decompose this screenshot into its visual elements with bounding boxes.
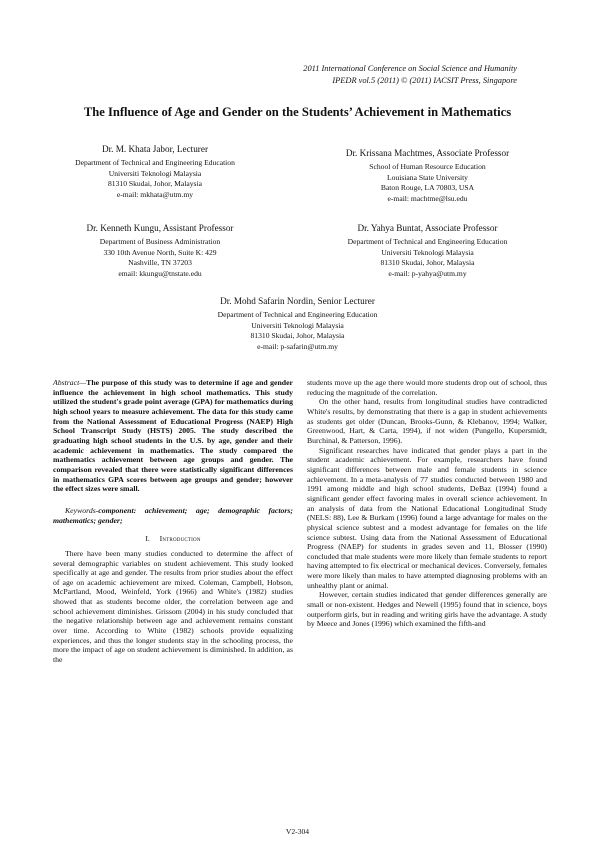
- body-paragraph: students move up the age there would more students drop out of school, thus reducing the magnitude of the correlation.: [307, 378, 547, 397]
- right-column: [307, 378, 547, 629]
- author-affiliation: Department of Technical and Engineering Education: [217, 310, 378, 319]
- author-address: Baton Rouge, LA 70803, USA: [380, 183, 475, 193]
- author-name: Dr. Krissana Machtmes, Associate Professor: [345, 148, 510, 158]
- body-paragraph: On the other hand, results from longitudinal studies have contradicted White's results, by demonstrating that there is a gap in student achievements as students get older (Duncan, Brooks-Gunn, & Klebanov, 1994; Walker, Greenwood, Hart, & Carta, 1994), if not widen (Pungello, Kupersmidt, Burchinal, & Patterson, 1996).: [307, 397, 547, 445]
- section-number: I.: [145, 534, 150, 544]
- proceedings-line: IPEDR vol.5 (2011) © (2011) IACSIT Press, Singapore: [332, 76, 517, 85]
- author-affiliation: Department of Technical and Engineering Education: [75, 158, 235, 167]
- author-email: e-mail: mkhata@utm.my: [116, 189, 194, 199]
- abstract-label: Abstract—: [53, 378, 87, 387]
- author-name: Dr. Mohd Safarin Nordin, Senior Lecturer: [220, 296, 375, 306]
- author-name: Dr. Yahya Buntat, Associate Professor: [357, 223, 498, 233]
- body-paragraph: There have been many studies conducted to determine the affect of several demographic variables on student achievement. This study looked specifically at age and gender. The results from prior studies about the effect of age on academic achievement are mixed. Coleman, Campbell, Hobson, McPartland, Mood, Weinfeld, York (1966) and White's (1982) studies showed that as students become older, the correlation between age and school achievement diminishes. Grissom (2004) in his study concluded that the negative relationship between age and achievement remains constant over time. According to White (1982) schools provide equalizing experiences, and thus the longer students stay in the schooling process, the more the impact of age on student achievement is diminished. In addition, as the: [53, 548, 293, 665]
- author-affiliation: Universiti Teknologi Malaysia: [381, 247, 474, 257]
- author-address: 81310 Skudai, Johor, Malaysia: [250, 331, 345, 341]
- author-address: 81310 Skudai, Johor, Malaysia: [380, 258, 475, 268]
- conference-header: [303, 63, 517, 87]
- author-affiliation: Universiti Teknologi Malaysia: [108, 168, 202, 178]
- left-column: [53, 378, 293, 665]
- author-affiliation: Department of Business Administration: [99, 237, 221, 246]
- keywords-text: component: achievement; age; demographic factors; mathematics; gender;: [53, 505, 293, 525]
- author-block: [310, 146, 545, 204]
- body-paragraph: However, certain studies indicated that gender differences generally are small or non-existent. Hedges and Newell (1995) found that in science, boys outperform girls, but in reading and writing girls have the advantage. A study by Meece and Jones (1996) which examined the fifth-and: [307, 590, 547, 629]
- author-email: e-mail: p-safarin@utm.my: [257, 341, 338, 351]
- author-affiliation: Louisiana State University: [387, 172, 468, 182]
- abstract-text: The purpose of this study was to determine if age and gender influence the achievement in high school mathematics. This study utilized the student's grade point average (GPA) for mathematics during high school years to measure achievement. The data for this study came from the National Assessment of Educational Progress (NAEP) High School Transcript Study (HSTS) 2005. The study described the graduating high school students in the U.S. by age, gender and their academic achievement in mathematics. The study compared the mathematics achievement between age groups and gender. The comparison revealed that there were statistically significant differences in mathematics GPA scores between age groups and gender; however the effect sizes were small.: [53, 378, 293, 494]
- author-email: e-mail: p-yahya@utm.my: [388, 268, 467, 278]
- paper-title: The Influence of Age and Gender on the Students’ Achievement in Mathematics: [83, 105, 512, 119]
- keywords-label: Keywords-: [65, 505, 99, 515]
- conference-line: 2011 International Conference on Social Science and Humanity: [303, 64, 517, 73]
- author-block: [150, 294, 445, 352]
- author-address: 330 10th Avenue North, Suite K: 429: [103, 247, 217, 257]
- author-name: Dr. Kenneth Kungu, Assistant Professor: [86, 223, 234, 233]
- author-block: [315, 221, 540, 279]
- abstract: [53, 378, 293, 494]
- author-affiliation: Universiti Teknologi Malaysia: [251, 320, 344, 330]
- author-affiliation: Department of Technical and Engineering Education: [347, 237, 508, 246]
- author-name: Dr. M. Khata Jabor, Lecturer: [101, 144, 208, 154]
- author-affiliation: School of Human Resource Education: [369, 162, 486, 171]
- author-email: e-mail: machtme@lsu.edu: [387, 193, 468, 203]
- page-number: V2-304: [285, 827, 310, 836]
- author-email: email: kkungu@tnstate.edu: [118, 268, 202, 278]
- author-block: [55, 221, 265, 279]
- section-title: Introduction: [159, 534, 201, 544]
- keywords: [53, 506, 293, 525]
- section-heading: [53, 534, 293, 544]
- author-address: 81310 Skudai, Johor, Malaysia: [108, 179, 202, 189]
- body-paragraph: Significant researches have indicated that gender plays a part in the student academic achievement. For example, researchers have found significant differences between male and female students in science achievement. In a meta-analysis of 77 studies conducted between 1980 and 1991 among middle and high school students, DeBaz (1994) found a significant gender effect favoring males in overall science achievement. In an analysis of data from the National Educational Longitudinal Study (NELS: 88), Lee & Burkam (1996) found a large advantage for males on the physical science subtest and a modest advantage for females on the life science subtest. Using data from the National Assessment of Educational Progress (NAEP) for students in grades seven and 11, Blosser (1990) concluded that male students were more likely than female students to report having attempted to fix electrical or mechanical devices. Conversely, females were more likely than males to have attempted diagnosing problems with an unhealthy plant or animal.: [307, 445, 547, 590]
- author-block: [50, 142, 260, 200]
- author-address: Nashville, TN 37203: [128, 258, 192, 268]
